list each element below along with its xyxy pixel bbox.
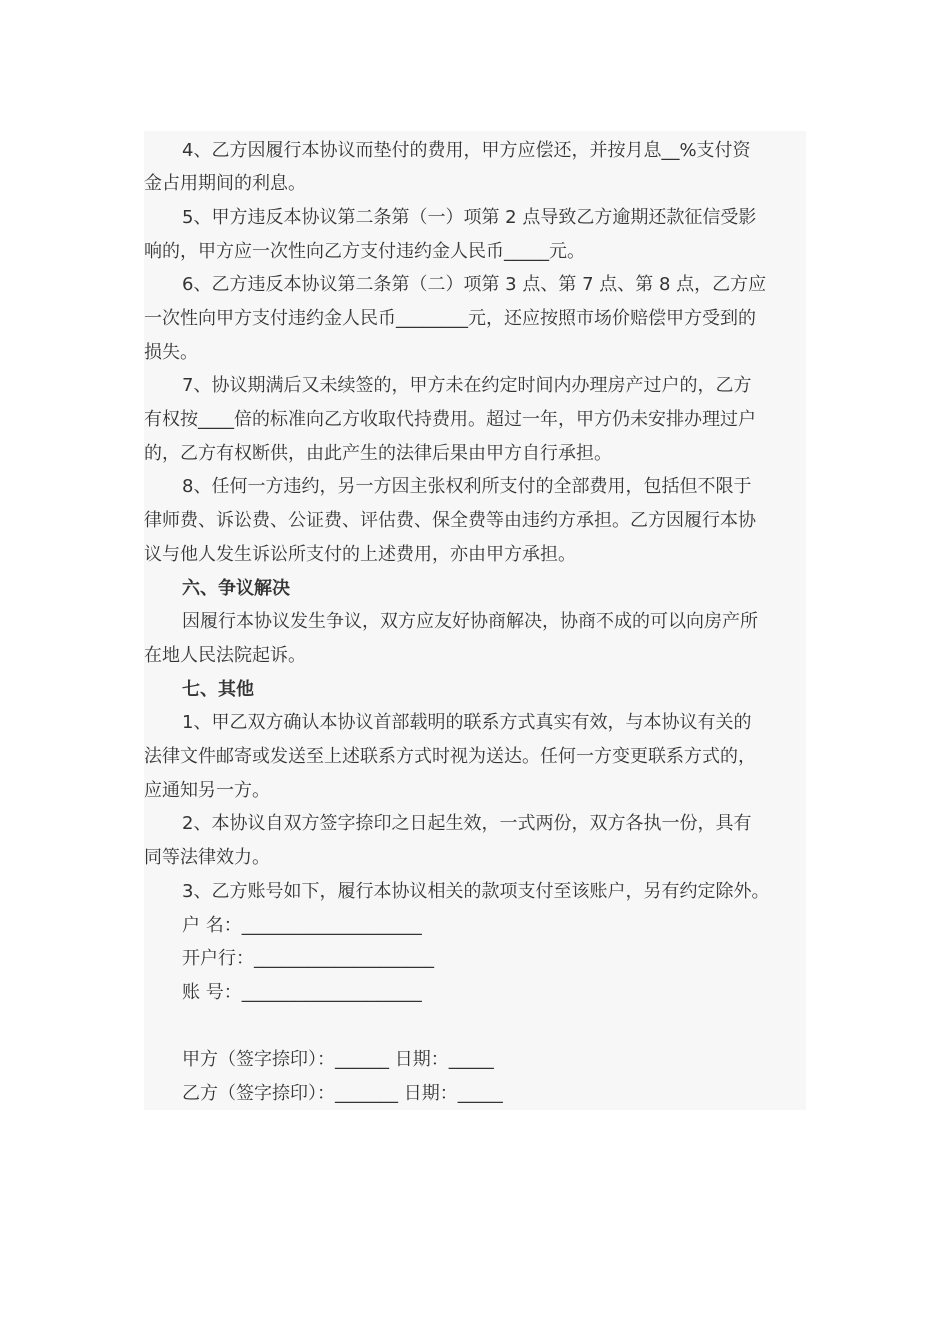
account-bank-field: 开户行：____________________ bbox=[182, 948, 434, 969]
paragraph-line: 4、乙方因履行本协议而垫付的费用，甲方应偿还，并按月息__%支付资 bbox=[182, 140, 751, 161]
paragraph-line: 6、乙方违反本协议第二条第（二）项第 3 点、第 7 点、第 8 点，乙方应 bbox=[182, 274, 767, 295]
paragraph-line: 8、任何一方违约，另一方因主张权利所支付的全部费用，包括但不限于 bbox=[182, 476, 752, 497]
paragraph-line: 金占用期间的利息。 bbox=[144, 173, 306, 194]
section-heading-other: 七、其他 bbox=[182, 679, 254, 700]
document-body bbox=[144, 131, 806, 1110]
paragraph-line: 响的，甲方应一次性向乙方支付违约金人民币_____元。 bbox=[144, 241, 585, 262]
paragraph-line: 损失。 bbox=[144, 342, 198, 363]
paragraph-line: 3、乙方账号如下，履行本协议相关的款项支付至该账户，另有约定除外。 bbox=[182, 881, 770, 902]
paragraph-line: 1、甲乙双方确认本协议首部载明的联系方式真实有效，与本协议有关的 bbox=[182, 712, 752, 733]
paragraph-line: 应通知另一方。 bbox=[144, 780, 270, 801]
paragraph-line: 因履行本协议发生争议，双方应友好协商解决，协商不成的可以向房产所 bbox=[182, 611, 758, 632]
paragraph-line: 7、协议期满后又未续签的，甲方未在约定时间内办理房产过户的，乙方 bbox=[182, 375, 752, 396]
account-number-field: 账 号：____________________ bbox=[182, 982, 422, 1003]
paragraph-line: 的，乙方有权断供，由此产生的法律后果由甲方自行承担。 bbox=[144, 443, 612, 464]
party-b-signature-line: 乙方（签字捺印）：_______ 日期：_____ bbox=[182, 1083, 503, 1104]
section-heading-dispute: 六、争议解决 bbox=[182, 578, 290, 599]
paragraph-line: 5、甲方违反本协议第二条第（一）项第 2 点导致乙方逾期还款征信受影 bbox=[182, 207, 757, 228]
paragraph-line: 法律文件邮寄或发送至上述联系方式时视为送达。任何一方变更联系方式的， bbox=[144, 746, 756, 767]
paragraph-line: 2、本协议自双方签字捺印之日起生效，一式两份，双方各执一份，具有 bbox=[182, 813, 752, 834]
paragraph-line: 有权按____倍的标准向乙方收取代持费用。超过一年，甲方仍未安排办理过户 bbox=[144, 409, 756, 430]
account-name-field: 户 名：____________________ bbox=[182, 915, 422, 936]
paragraph-line: 议与他人发生诉讼所支付的上述费用，亦由甲方承担。 bbox=[144, 544, 576, 565]
paragraph-line: 一次性向甲方支付违约金人民币________元，还应按照市场价赔偿甲方受到的 bbox=[144, 308, 756, 329]
paragraph-line: 律师费、诉讼费、公证费、评估费、保全费等由违约方承担。乙方因履行本协 bbox=[144, 510, 756, 531]
party-a-signature-line: 甲方（签字捺印）：______ 日期：_____ bbox=[182, 1049, 494, 1070]
paragraph-line: 在地人民法院起诉。 bbox=[144, 645, 306, 666]
paragraph-line: 同等法律效力。 bbox=[144, 847, 270, 868]
